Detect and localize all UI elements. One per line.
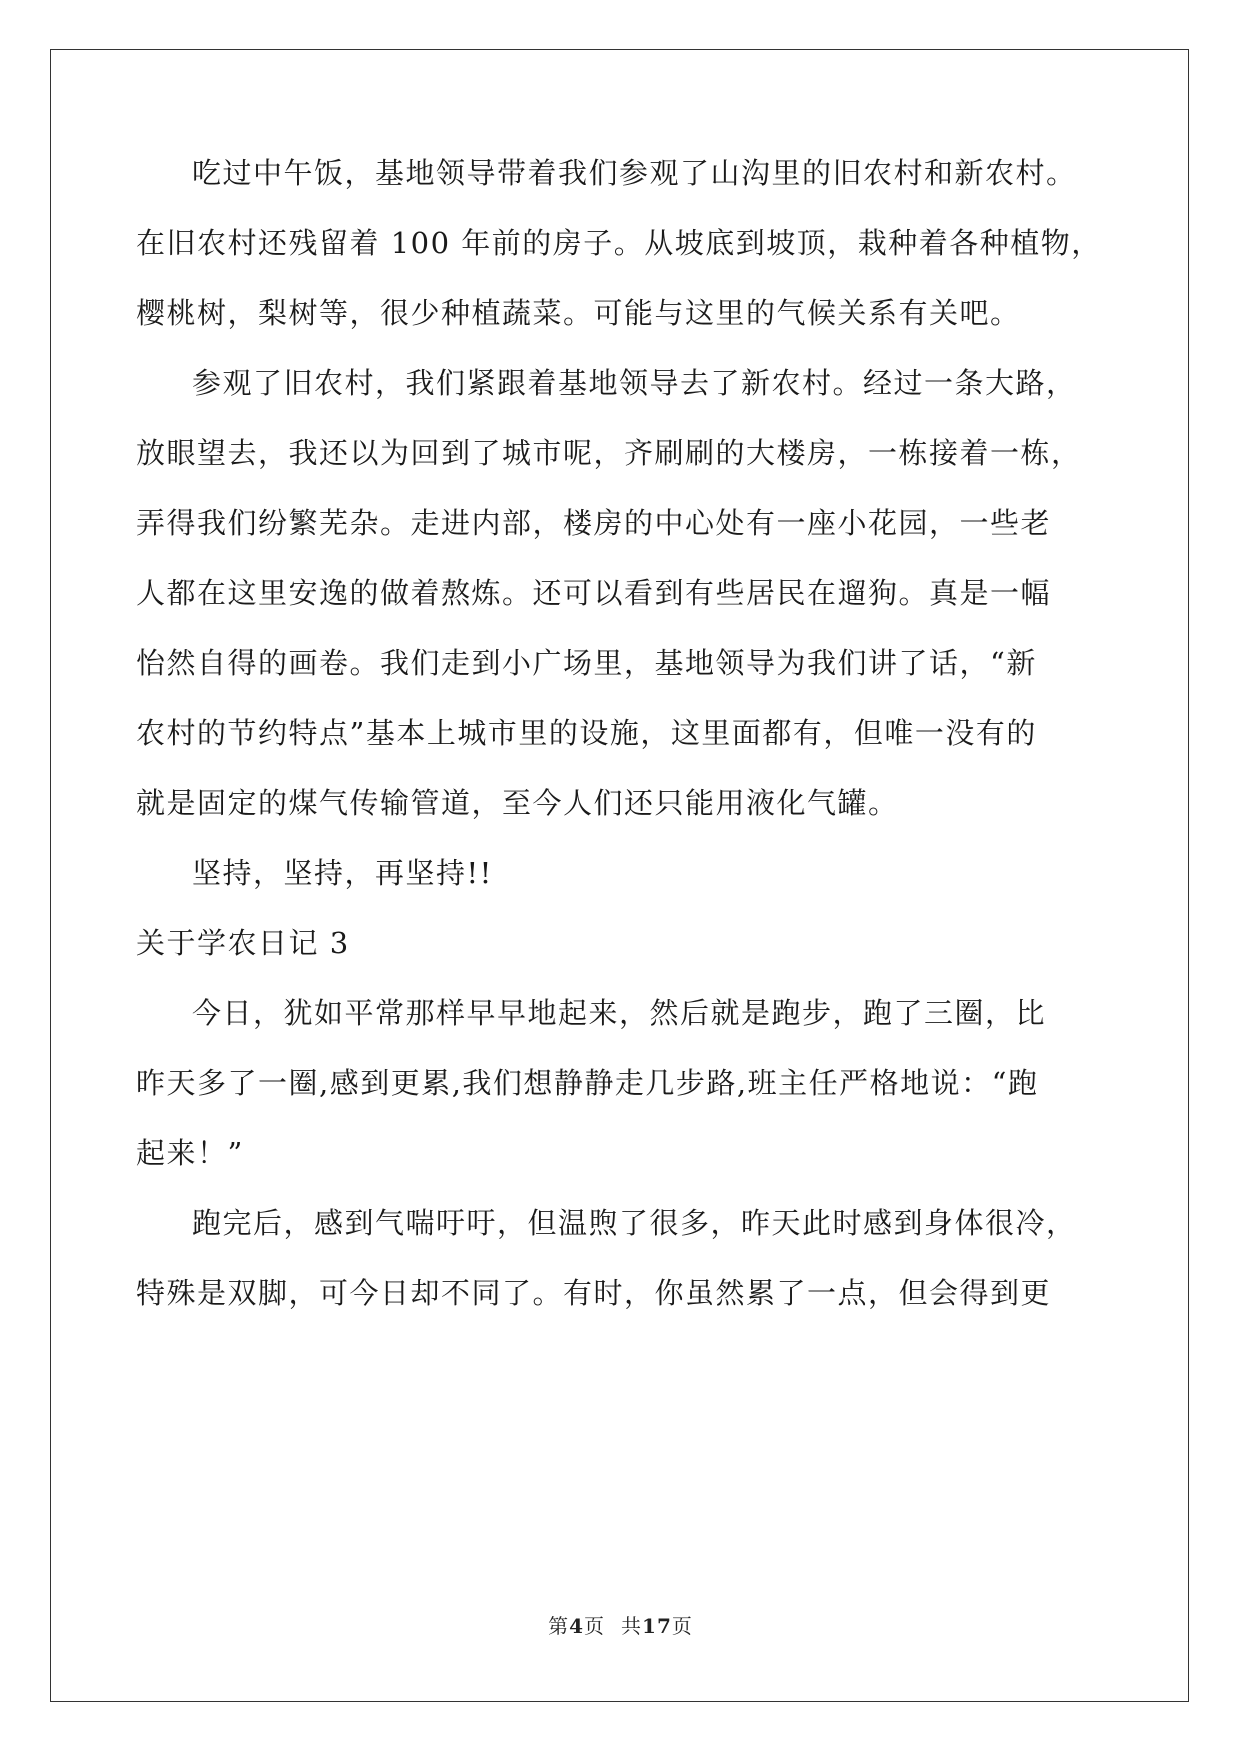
body-line-13: 昨天多了一圈,感到更累,我们想静静走几步路,班主任严格地说：“跑 <box>136 1066 1039 1100</box>
body-line-10: 就是固定的煤气传输管道，至今人们还只能用液化气罐。 <box>136 786 899 820</box>
body-line-12: 今日，犹如平常那样早早地起来，然后就是跑步，跑了三圈，比 <box>192 996 1047 1030</box>
body-line-5: 放眼望去，我还以为回到了城市呢，齐刷刷的大楼房，一栋接着一栋， <box>136 436 1082 470</box>
body-line-4: 参观了旧农村，我们紧跟着基地领导去了新农村。经过一条大路， <box>192 366 1077 400</box>
total-prefix: 共 <box>621 1614 643 1638</box>
page-prefix: 第 <box>548 1614 570 1638</box>
body-line-16: 特殊是双脚，可今日却不同了。有时，你虽然累了一点，但会得到更 <box>136 1276 1052 1310</box>
body-line-6: 弄得我们纷繁芜杂。走进内部，楼房的中心处有一座小花园，一些老 <box>136 506 1052 540</box>
body-line-8: 怡然自得的画卷。我们走到小广场里，基地领导为我们讲了话，“新 <box>136 646 1037 680</box>
page-suffix: 页 <box>584 1614 606 1638</box>
section-heading: 关于学农日记 3 <box>136 926 350 960</box>
body-line-14: 起来！” <box>136 1136 244 1170</box>
total-pages-number: 17 <box>642 1614 672 1638</box>
body-line-2: 在旧农村还残留着 100 年前的房子。从坡底到坡顶，栽种着各种植物， <box>136 226 1102 260</box>
body-line-11: 坚持，坚持，再坚持!! <box>192 856 493 890</box>
current-page-number: 4 <box>569 1614 585 1638</box>
body-line-3: 樱桃树，梨树等，很少种植蔬菜。可能与这里的气候关系有关吧。 <box>136 296 1021 330</box>
total-suffix: 页 <box>671 1614 693 1638</box>
page-footer <box>0 1614 1241 1638</box>
body-line-7: 人都在这里安逸的做着熬炼。还可以看到有些居民在遛狗。真是一幅 <box>136 576 1052 610</box>
body-line-15: 跑完后，感到气喘吁吁，但温煦了很多，昨天此时感到身体很冷， <box>192 1206 1077 1240</box>
body-line-9: 农村的节约特点”基本上城市里的设施，这里面都有，但唯一没有的 <box>136 716 1037 750</box>
body-line-1: 吃过中午饭，基地领导带着我们参观了山沟里的旧农村和新农村。 <box>192 156 1077 190</box>
